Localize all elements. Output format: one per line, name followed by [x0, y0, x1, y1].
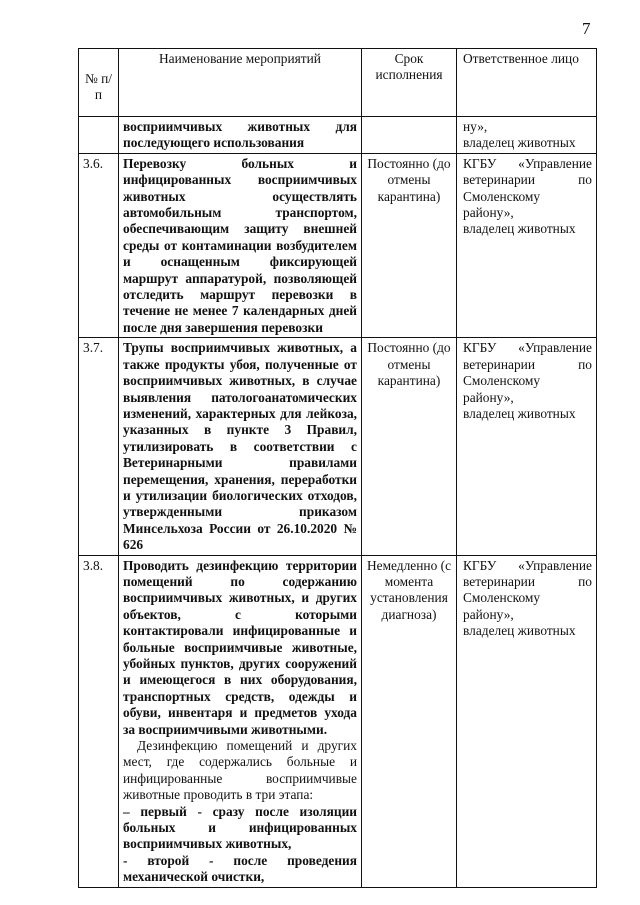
row-name-paragraph: - второй - после проведения механической очистки, [123, 852, 357, 885]
table-header-row [79, 49, 597, 117]
row-name [119, 338, 362, 555]
row-term: Постоянно (до отмены карантина) [362, 338, 457, 555]
header-name: Наименование мероприятий [119, 49, 362, 117]
row-num [79, 117, 119, 154]
row-responsible-org: КГБУ «Управление ветеринарии по Смоленскому району», [463, 155, 592, 221]
row-responsible-owner: владелец животных [463, 135, 576, 151]
header-num: № п/п [79, 49, 119, 117]
row-name-paragraph: Дезинфекцию помещений и других мест, где содержались больные и инфицированные восприимчивые животные проводить в три этапа: [123, 738, 357, 803]
measures-table [78, 48, 597, 888]
row-responsible [457, 338, 597, 555]
table-row [79, 338, 597, 555]
row-responsible [457, 555, 597, 887]
row-responsible-org: КГБУ «Управление ветеринарии по Смоленскому району», [463, 340, 592, 405]
row-responsible [457, 153, 597, 337]
header-responsible: Ответственное лицо [457, 49, 597, 117]
row-num: 3.6. [79, 153, 119, 337]
table-row [79, 153, 597, 337]
row-name-paragraph: – первый - сразу после изоляции больных и инфицированных восприимчивых животных, [123, 803, 357, 852]
table-row [79, 117, 597, 154]
row-responsible [457, 117, 597, 154]
row-name [119, 117, 362, 154]
row-responsible-org: ну», [463, 119, 488, 134]
row-term [362, 117, 457, 154]
page-number: 7 [582, 19, 591, 38]
header-term: Срок исполнения [362, 49, 457, 117]
row-name [119, 153, 362, 337]
row-responsible-org: КГБУ «Управление ветеринарии по Смоленскому району», [463, 557, 592, 622]
row-responsible-owner: владелец животных [463, 405, 576, 421]
row-responsible-owner: владелец животных [463, 623, 576, 639]
table-row [79, 555, 597, 887]
row-name-paragraph: Перевозку больных и инфицированных восприимчивых животных осуществлять автомобильным транспортом, обеспечивающим защиту внешней среды от контаминации возбудителем и оснащенным фиксирующей маршрут аппаратурой, позволяющей отследить маршрут перевозки в течение не менее 7 календарных дней после дня завершения перевозки [123, 155, 357, 335]
row-name-paragraph: Проводить дезинфекцию территории помещений по содержанию восприимчивых животных, и других объектов, с которыми контактировали инфицированные и больные восприимчивые животные, убойных пунктов, других сооружений и имеющегося в них оборудования, транспортных средств, одежды и обуви, инвентаря и предметов ухода за восприимчивыми животными. [123, 557, 357, 737]
row-responsible-owner: владелец животных [463, 221, 576, 237]
row-term: Немедленно (с момента установления диагноза) [362, 555, 457, 887]
row-num: 3.8. [79, 555, 119, 887]
row-name-paragraph: Трупы восприимчивых животных, а также продукты убоя, полученные от восприимчивых животных, в случае выявления патологоанатомических изменений, характерных для лейкоза, указанных в пункте 3 Правил, утилизировать в соответствии с Ветеринарными правилами перемещения, хранения, переработки и утилизации биологических отходов, утвержденными приказом Минсельхоза России от 26.10.2020 № 626 [123, 340, 357, 553]
row-name [119, 555, 362, 887]
row-term: Постоянно (до отмены карантина) [362, 153, 457, 337]
row-num: 3.7. [79, 338, 119, 555]
row-name-paragraph: восприимчивых животных для последующего использования [123, 119, 357, 151]
